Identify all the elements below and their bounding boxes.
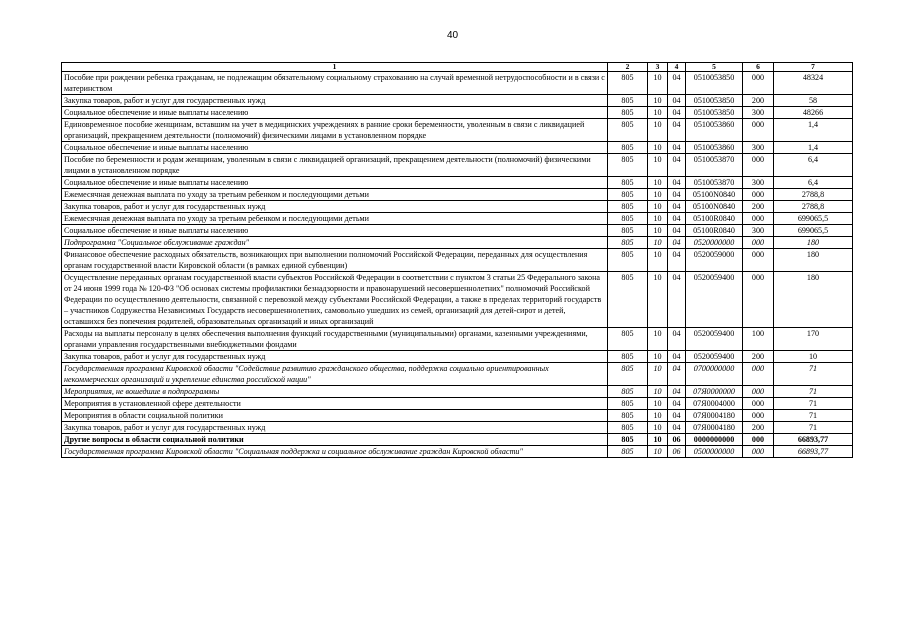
row-ministry-code: 805 — [608, 446, 648, 458]
row-amount: 71 — [774, 410, 853, 422]
row-description: Финансовое обеспечение расходных обязательств, возникающих при выполнении полномочий Российской Федерации, переданных для осуществления органам государственной власти Кировской области (в рамках единой субвенции) — [62, 249, 608, 272]
column-number: 4 — [668, 63, 686, 72]
row-expense-type-code: 000 — [743, 249, 774, 272]
row-description: Другие вопросы в области социальной политики — [62, 434, 608, 446]
row-description: Социальное обеспечение и иные выплаты населению — [62, 107, 608, 119]
row-subsection-code: 04 — [668, 410, 686, 422]
row-target-code: 0510053870 — [686, 154, 743, 177]
row-amount: 6,4 — [774, 154, 853, 177]
row-target-code: 0510053850 — [686, 95, 743, 107]
table-row — [62, 446, 853, 458]
row-ministry-code: 805 — [608, 142, 648, 154]
row-target-code: 0510053860 — [686, 119, 743, 142]
column-number: 3 — [648, 63, 668, 72]
row-ministry-code: 805 — [608, 213, 648, 225]
row-section-code: 10 — [648, 446, 668, 458]
row-amount: 71 — [774, 422, 853, 434]
row-description: Закупка товаров, работ и услуг для государственных нужд — [62, 95, 608, 107]
row-expense-type-code: 300 — [743, 225, 774, 237]
row-target-code: 07Я0004180 — [686, 410, 743, 422]
table-row — [62, 272, 853, 328]
table-row — [62, 119, 853, 142]
row-description: Социальное обеспечение и иные выплаты населению — [62, 177, 608, 189]
row-description: Закупка товаров, работ и услуг для государственных нужд — [62, 351, 608, 363]
row-amount: 71 — [774, 363, 853, 386]
row-amount: 58 — [774, 95, 853, 107]
row-amount: 66893,77 — [774, 446, 853, 458]
row-description: Закупка товаров, работ и услуг для государственных нужд — [62, 422, 608, 434]
row-target-code: 07Я0004000 — [686, 398, 743, 410]
row-target-code: 0520059400 — [686, 328, 743, 351]
row-amount: 2788,8 — [774, 189, 853, 201]
table-row — [62, 154, 853, 177]
row-subsection-code: 04 — [668, 351, 686, 363]
table-row — [62, 386, 853, 398]
row-subsection-code: 04 — [668, 272, 686, 328]
row-subsection-code: 04 — [668, 154, 686, 177]
row-section-code: 10 — [648, 72, 668, 95]
row-section-code: 10 — [648, 237, 668, 249]
row-expense-type-code: 200 — [743, 351, 774, 363]
row-amount: 6,4 — [774, 177, 853, 189]
row-subsection-code: 04 — [668, 107, 686, 119]
row-target-code: 05100N0840 — [686, 201, 743, 213]
row-section-code: 10 — [648, 398, 668, 410]
row-section-code: 10 — [648, 422, 668, 434]
row-amount: 170 — [774, 328, 853, 351]
row-target-code: 05100R0840 — [686, 225, 743, 237]
row-ministry-code: 805 — [608, 95, 648, 107]
row-ministry-code: 805 — [608, 249, 648, 272]
row-ministry-code: 805 — [608, 119, 648, 142]
row-subsection-code: 04 — [668, 213, 686, 225]
row-description: Закупка товаров, работ и услуг для государственных нужд — [62, 201, 608, 213]
row-subsection-code: 04 — [668, 95, 686, 107]
row-target-code: 0500000000 — [686, 446, 743, 458]
row-description: Государственная программа Кировской области "Социальная поддержка и социальное обслуживание граждан Кировской области" — [62, 446, 608, 458]
row-amount: 699065,5 — [774, 225, 853, 237]
row-expense-type-code: 000 — [743, 446, 774, 458]
row-subsection-code: 04 — [668, 177, 686, 189]
row-subsection-code: 04 — [668, 142, 686, 154]
row-ministry-code: 805 — [608, 410, 648, 422]
row-amount: 10 — [774, 351, 853, 363]
row-section-code: 10 — [648, 95, 668, 107]
column-number: 6 — [743, 63, 774, 72]
row-expense-type-code: 000 — [743, 386, 774, 398]
row-ministry-code: 805 — [608, 72, 648, 95]
row-description: Социальное обеспечение и иные выплаты населению — [62, 225, 608, 237]
table-row — [62, 434, 853, 446]
table-row — [62, 95, 853, 107]
row-description: Мероприятия в установленной сфере деятельности — [62, 398, 608, 410]
row-description: Осуществление переданных органам государственной власти субъектов Российской Федерации в соответствии с пунктом 3 статьи 25 Федерального закона от 24 июня 1999 года № 120-ФЗ "Об основах системы профилактики безнадзорности и правонарушений несовершеннолетних" полномочий Российской Федерации по осуществлению деятельности, связанной с перевозкой между субъектами Российской Федерации, а также в пределах территорий государств – участников Содружества Независимых Государств несовершеннолетних, самовольно ушедших из семей, организаций для детей-сирот и детей, оставшихся без попечения родителей, образовательных организаций и иных организаций — [62, 272, 608, 328]
row-target-code: 0520059000 — [686, 249, 743, 272]
row-amount: 1,4 — [774, 142, 853, 154]
row-section-code: 10 — [648, 142, 668, 154]
row-subsection-code: 04 — [668, 189, 686, 201]
row-target-code: 0700000000 — [686, 363, 743, 386]
row-amount: 699065,5 — [774, 213, 853, 225]
row-target-code: 05100R0840 — [686, 213, 743, 225]
page-number: 40 — [446, 30, 459, 41]
row-expense-type-code: 300 — [743, 177, 774, 189]
row-ministry-code: 805 — [608, 398, 648, 410]
table-row — [62, 107, 853, 119]
row-amount: 180 — [774, 249, 853, 272]
row-expense-type-code: 000 — [743, 119, 774, 142]
row-section-code: 10 — [648, 434, 668, 446]
row-section-code: 10 — [648, 225, 668, 237]
row-expense-type-code: 000 — [743, 154, 774, 177]
row-subsection-code: 04 — [668, 386, 686, 398]
table-row — [62, 410, 853, 422]
budget-table — [61, 62, 853, 458]
row-amount: 71 — [774, 398, 853, 410]
row-section-code: 10 — [648, 410, 668, 422]
row-expense-type-code: 200 — [743, 422, 774, 434]
row-description: Мероприятия в области социальной политики — [62, 410, 608, 422]
row-ministry-code: 805 — [608, 386, 648, 398]
table-row — [62, 213, 853, 225]
row-expense-type-code: 000 — [743, 72, 774, 95]
row-description: Единовременное пособие женщинам, вставшим на учет в медицинских учреждениях в ранние сроки беременности, уволенным в связи с ликвидацией организаций, прекращением деятельности (полномочий) физическими лицами в установленном порядке — [62, 119, 608, 142]
row-section-code: 10 — [648, 328, 668, 351]
row-amount: 2788,8 — [774, 201, 853, 213]
row-subsection-code: 04 — [668, 422, 686, 434]
row-section-code: 10 — [648, 272, 668, 328]
row-description: Пособие при рождении ребенка гражданам, не подлежащим обязательному социальному страхованию на случай временной нетрудоспособности и в связи с материнством — [62, 72, 608, 95]
row-target-code: 07Я0000000 — [686, 386, 743, 398]
table-row — [62, 351, 853, 363]
row-ministry-code: 805 — [608, 177, 648, 189]
row-ministry-code: 805 — [608, 363, 648, 386]
row-expense-type-code: 000 — [743, 272, 774, 328]
row-target-code: 0510053850 — [686, 107, 743, 119]
column-number: 7 — [774, 63, 853, 72]
row-expense-type-code: 000 — [743, 363, 774, 386]
table-row — [62, 201, 853, 213]
row-subsection-code: 04 — [668, 249, 686, 272]
row-expense-type-code: 200 — [743, 95, 774, 107]
row-description: Мероприятия, не вошедшие в подпрограммы — [62, 386, 608, 398]
row-subsection-code: 04 — [668, 363, 686, 386]
row-subsection-code: 04 — [668, 237, 686, 249]
row-expense-type-code: 000 — [743, 189, 774, 201]
row-description: Расходы на выплаты персоналу в целях обеспечения выполнения функций государственными (муниципальными) органами, казенными учреждениями, органами управления государственными внебюджетными фондами — [62, 328, 608, 351]
row-ministry-code: 805 — [608, 189, 648, 201]
table-row — [62, 177, 853, 189]
row-target-code: 05100N0840 — [686, 189, 743, 201]
row-ministry-code: 805 — [608, 107, 648, 119]
row-section-code: 10 — [648, 213, 668, 225]
row-expense-type-code: 000 — [743, 213, 774, 225]
row-amount: 48324 — [774, 72, 853, 95]
row-amount: 180 — [774, 237, 853, 249]
row-ministry-code: 805 — [608, 272, 648, 328]
row-section-code: 10 — [648, 107, 668, 119]
row-ministry-code: 805 — [608, 237, 648, 249]
row-section-code: 10 — [648, 363, 668, 386]
column-number: 1 — [62, 63, 608, 72]
row-ministry-code: 805 — [608, 154, 648, 177]
row-target-code: 07Я0004180 — [686, 422, 743, 434]
row-amount: 66893,77 — [774, 434, 853, 446]
row-target-code: 0510053860 — [686, 142, 743, 154]
row-section-code: 10 — [648, 119, 668, 142]
row-expense-type-code: 200 — [743, 201, 774, 213]
row-description: Ежемесячная денежная выплата по уходу за третьим ребенком и последующими детьми — [62, 189, 608, 201]
row-expense-type-code: 000 — [743, 237, 774, 249]
row-subsection-code: 04 — [668, 119, 686, 142]
row-section-code: 10 — [648, 386, 668, 398]
table-row — [62, 225, 853, 237]
table-row — [62, 249, 853, 272]
row-section-code: 10 — [648, 189, 668, 201]
table-row — [62, 72, 853, 95]
column-number: 5 — [686, 63, 743, 72]
row-subsection-code: 06 — [668, 446, 686, 458]
row-expense-type-code: 000 — [743, 410, 774, 422]
row-section-code: 10 — [648, 351, 668, 363]
row-target-code: 0510053870 — [686, 177, 743, 189]
table-row — [62, 363, 853, 386]
row-ministry-code: 805 — [608, 225, 648, 237]
row-description: Пособие по беременности и родам женщинам, уволенным в связи с ликвидацией организаций, прекращением деятельности (полномочий) физическими лицами в установленном порядке — [62, 154, 608, 177]
row-amount: 180 — [774, 272, 853, 328]
row-ministry-code: 805 — [608, 328, 648, 351]
row-ministry-code: 805 — [608, 351, 648, 363]
row-expense-type-code: 300 — [743, 107, 774, 119]
row-amount: 1,4 — [774, 119, 853, 142]
row-ministry-code: 805 — [608, 434, 648, 446]
row-description: Ежемесячная денежная выплата по уходу за третьим ребенком и последующими детьми — [62, 213, 608, 225]
table-row — [62, 237, 853, 249]
row-expense-type-code: 300 — [743, 142, 774, 154]
row-subsection-code: 04 — [668, 201, 686, 213]
row-subsection-code: 04 — [668, 72, 686, 95]
row-target-code: 0520000000 — [686, 237, 743, 249]
row-ministry-code: 805 — [608, 201, 648, 213]
row-subsection-code: 06 — [668, 434, 686, 446]
row-amount: 71 — [774, 386, 853, 398]
table-row — [62, 189, 853, 201]
row-target-code: 0520059400 — [686, 351, 743, 363]
table-row — [62, 328, 853, 351]
row-section-code: 10 — [648, 201, 668, 213]
row-description: Государственная программа Кировской области "Содействие развитию гражданского общества, поддержка социально ориентированных некоммерческих организаций и укрепление единства российской нации" — [62, 363, 608, 386]
row-description: Подпрограмма "Социальное обслуживание граждан" — [62, 237, 608, 249]
column-number-row — [62, 63, 853, 72]
row-target-code: 0510053850 — [686, 72, 743, 95]
row-expense-type-code: 000 — [743, 398, 774, 410]
row-target-code: 0520059400 — [686, 272, 743, 328]
column-number: 2 — [608, 63, 648, 72]
row-target-code: 0000000000 — [686, 434, 743, 446]
row-ministry-code: 805 — [608, 422, 648, 434]
table-row — [62, 422, 853, 434]
row-subsection-code: 04 — [668, 398, 686, 410]
row-section-code: 10 — [648, 154, 668, 177]
row-section-code: 10 — [648, 249, 668, 272]
row-expense-type-code: 000 — [743, 434, 774, 446]
row-subsection-code: 04 — [668, 225, 686, 237]
row-section-code: 10 — [648, 177, 668, 189]
row-subsection-code: 04 — [668, 328, 686, 351]
table-row — [62, 142, 853, 154]
row-expense-type-code: 100 — [743, 328, 774, 351]
table-row — [62, 398, 853, 410]
row-amount: 48266 — [774, 107, 853, 119]
row-description: Социальное обеспечение и иные выплаты населению — [62, 142, 608, 154]
